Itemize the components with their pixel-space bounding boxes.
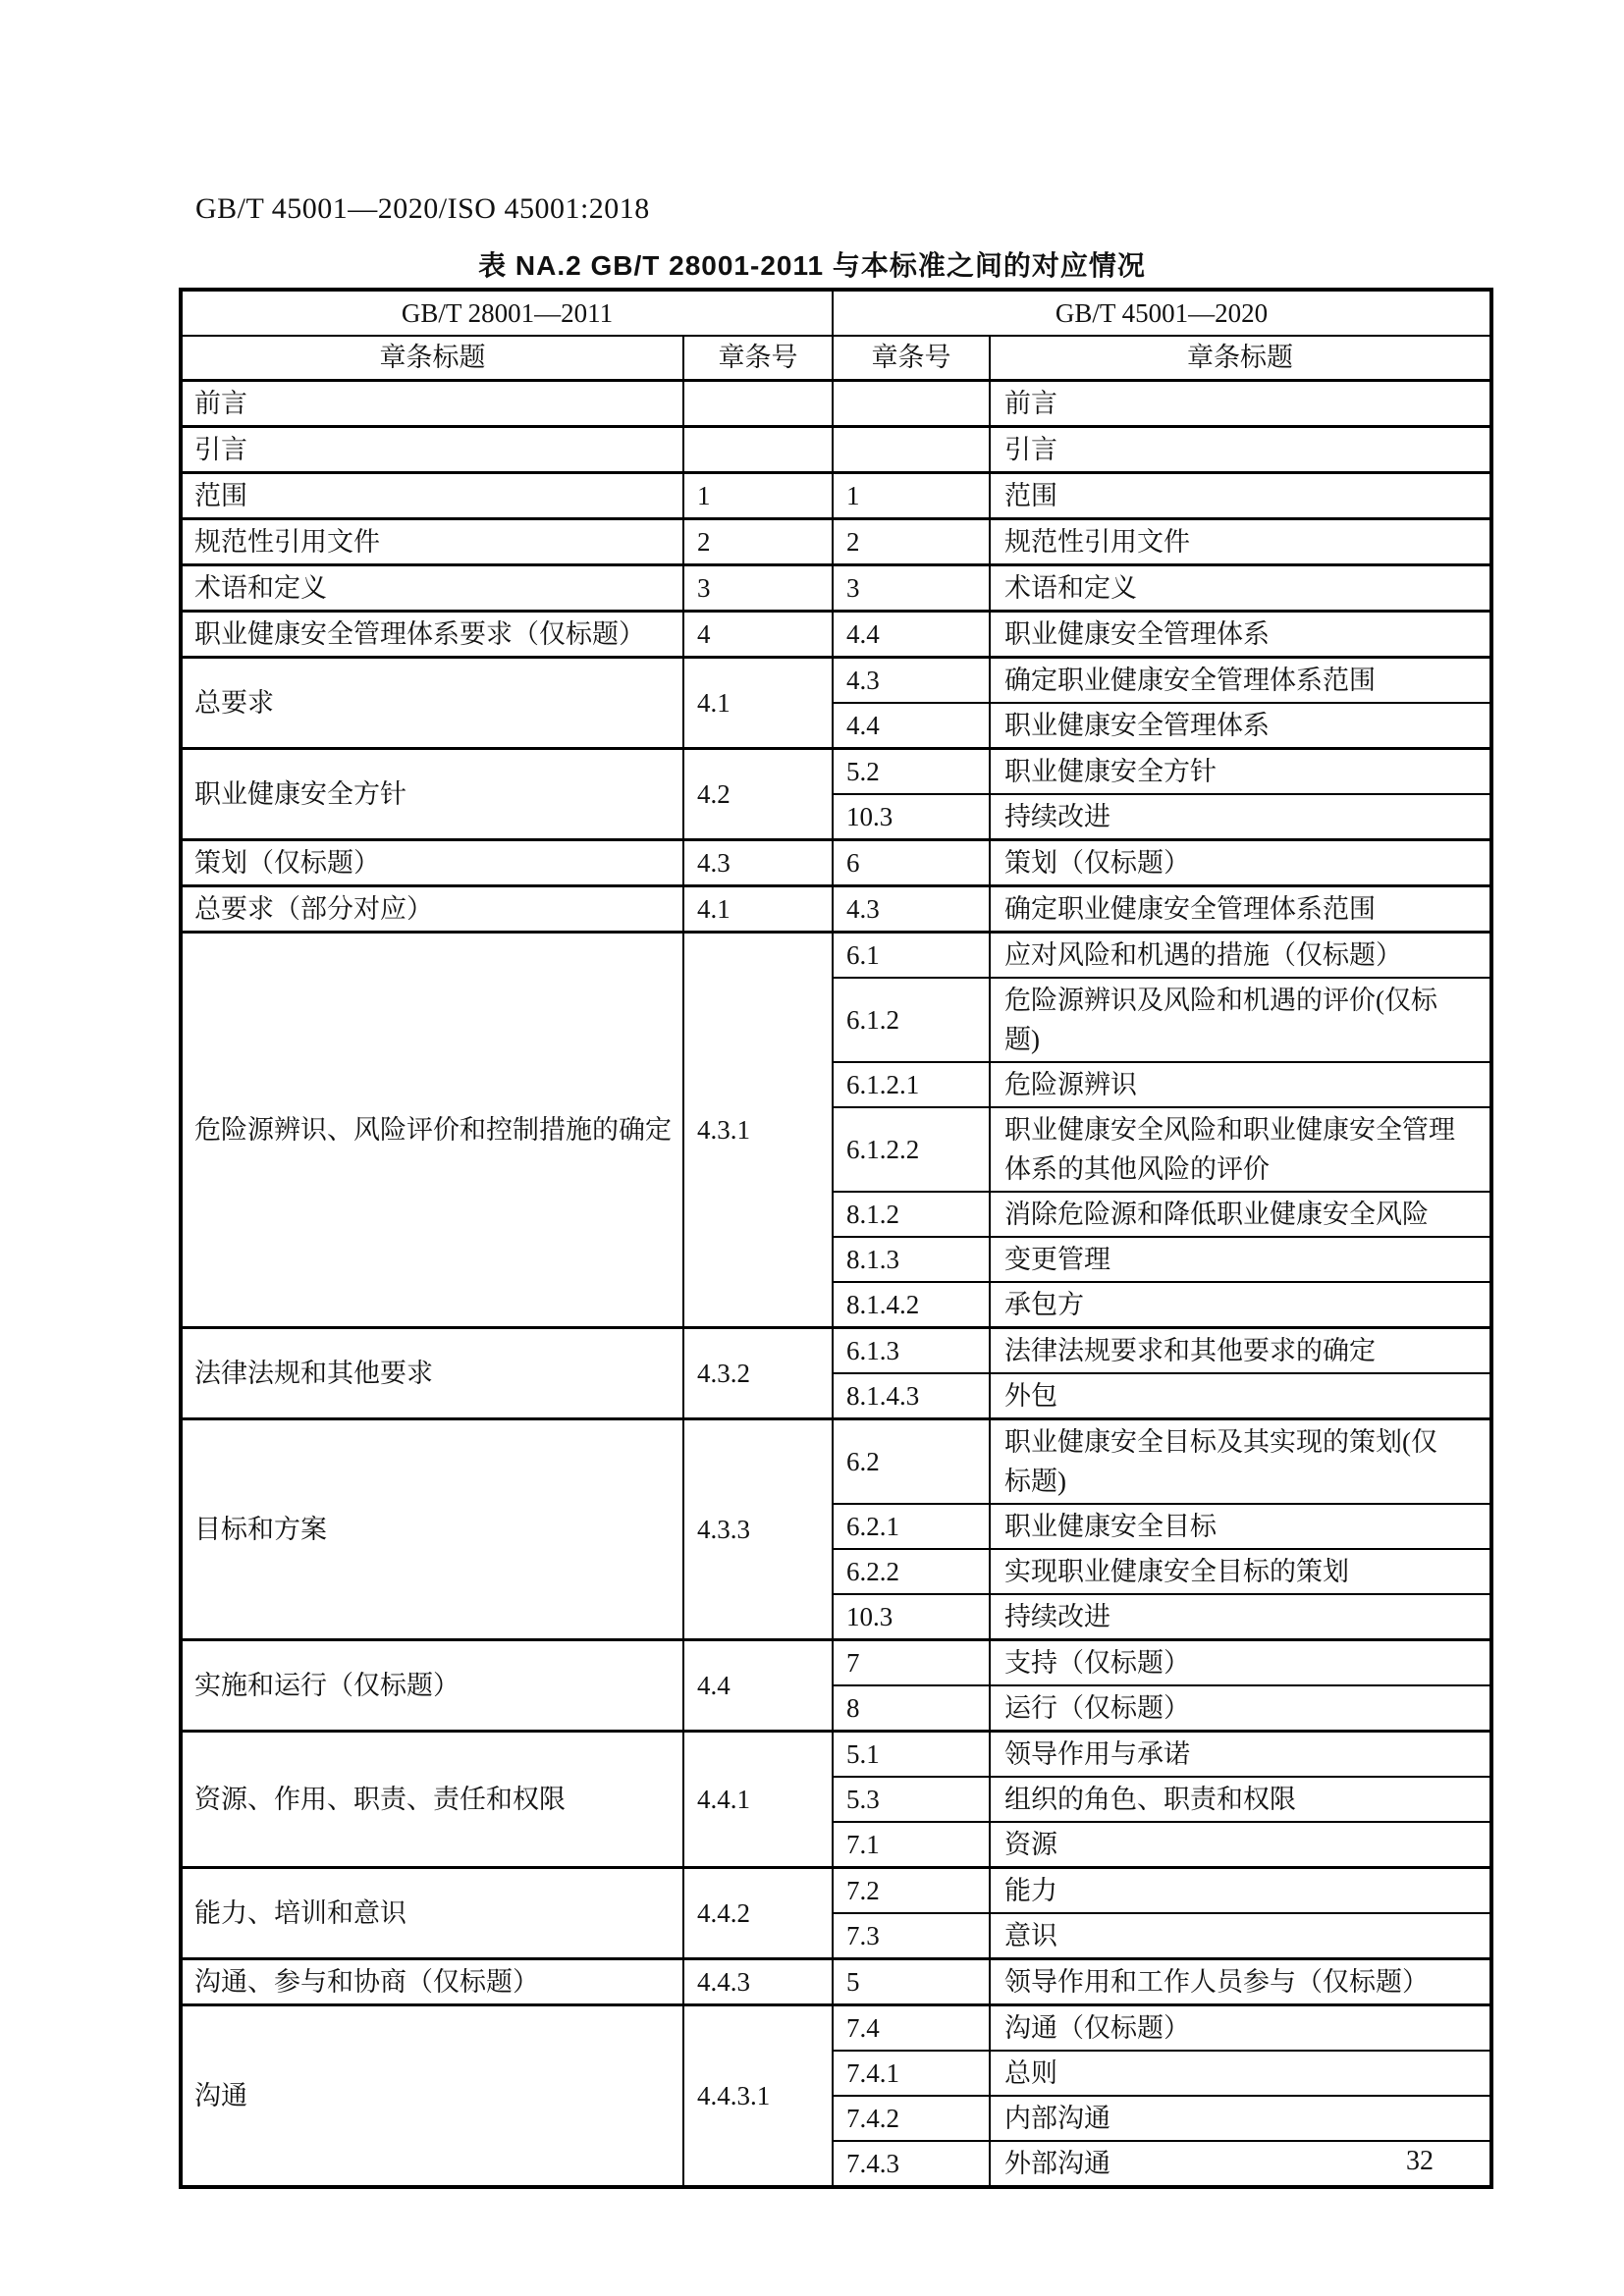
col-header-left-title: 章条标题 [181, 336, 683, 380]
table-title: 表 NA.2 GB/T 28001-2011 与本标准之间的对应情况 [478, 250, 1146, 281]
new-standard-title-cell: 组织的角色、职责和权限 [990, 1777, 1491, 1822]
old-standard-title-cell: 引言 [181, 426, 683, 472]
new-standard-clause-cell: 1 [833, 472, 990, 518]
new-standard-title-cell: 术语和定义 [990, 564, 1491, 611]
table-row [181, 380, 1491, 426]
new-standard-title-cell: 前言 [990, 380, 1491, 426]
old-standard-title-cell: 危险源辨识、风险评价和控制措施的确定 [181, 932, 683, 1327]
old-standard-clause-cell: 4.1 [683, 657, 833, 748]
old-standard-clause-cell: 4 [683, 611, 833, 657]
new-standard-clause-cell: 3 [833, 564, 990, 611]
table-row [181, 657, 1491, 703]
new-standard-clause-cell: 5.3 [833, 1777, 990, 1822]
col-header-right-title: 章条标题 [990, 336, 1491, 380]
new-standard-clause-cell: 6.2 [833, 1418, 990, 1504]
new-standard-clause-cell: 7.1 [833, 1822, 990, 1868]
new-standard-clause-cell: 4.3 [833, 885, 990, 932]
table-row [181, 1958, 1491, 2004]
table-row [181, 748, 1491, 794]
table-row [181, 1731, 1491, 1777]
new-standard-title-cell: 策划（仅标题） [990, 839, 1491, 885]
new-standard-title-cell: 内部沟通 [990, 2096, 1491, 2141]
new-standard-title-cell: 意识 [990, 1913, 1491, 1959]
new-standard-title-cell: 危险源辨识 [990, 1062, 1491, 1107]
old-standard-clause-cell: 4.2 [683, 748, 833, 839]
new-standard-title-cell: 法律法规要求和其他要求的确定 [990, 1327, 1491, 1373]
new-standard-title-cell: 变更管理 [990, 1237, 1491, 1282]
new-standard-clause-cell: 5.2 [833, 748, 990, 794]
new-standard-clause-cell: 6.2.1 [833, 1504, 990, 1549]
new-standard-title-cell: 职业健康安全风险和职业健康安全管理体系的其他风险的评价 [990, 1107, 1491, 1192]
old-standard-clause-cell: 1 [683, 472, 833, 518]
new-standard-title-cell: 引言 [990, 426, 1491, 472]
new-standard-title-cell: 支持（仅标题） [990, 1639, 1491, 1685]
old-standard-title-cell: 职业健康安全方针 [181, 748, 683, 839]
new-standard-title-cell: 职业健康安全管理体系 [990, 703, 1491, 749]
new-standard-title-cell: 沟通（仅标题） [990, 2004, 1491, 2051]
old-standard-clause-cell: 2 [683, 518, 833, 564]
new-standard-title-cell: 确定职业健康安全管理体系范围 [990, 657, 1491, 703]
table-row [181, 426, 1491, 472]
new-standard-title-cell: 总则 [990, 2051, 1491, 2096]
new-standard-clause-cell: 6.1.2 [833, 978, 990, 1062]
table-row [181, 885, 1491, 932]
new-standard-title-cell: 能力 [990, 1867, 1491, 1913]
table-row [181, 564, 1491, 611]
new-standard-clause-cell: 7.3 [833, 1913, 990, 1959]
new-standard-clause-cell [833, 380, 990, 426]
table-row [181, 1639, 1491, 1685]
table-body [181, 380, 1491, 2187]
old-standard-clause-cell: 4.3.1 [683, 932, 833, 1327]
new-standard-clause-cell: 7.4 [833, 2004, 990, 2051]
new-standard-title-cell: 承包方 [990, 1282, 1491, 1328]
table-row [181, 932, 1491, 978]
new-standard-title-cell: 职业健康安全目标 [990, 1504, 1491, 1549]
new-standard-clause-cell: 8.1.2 [833, 1192, 990, 1237]
old-standard-title-cell: 术语和定义 [181, 564, 683, 611]
old-standard-title-cell: 能力、培训和意识 [181, 1867, 683, 1958]
new-standard-title-cell: 职业健康安全方针 [990, 748, 1491, 794]
old-standard-clause-cell: 4.4.3 [683, 1958, 833, 2004]
old-standard-title-cell: 总要求 [181, 657, 683, 748]
old-standard-clause-cell: 4.4.3.1 [683, 2004, 833, 2187]
old-standard-clause-cell: 4.3.2 [683, 1327, 833, 1418]
column-header-row [181, 336, 1491, 380]
table-row [181, 839, 1491, 885]
table-row [181, 1867, 1491, 1913]
new-standard-clause-cell [833, 426, 990, 472]
standards-header-row [181, 290, 1491, 336]
old-standard-clause-cell: 4.4.1 [683, 1731, 833, 1867]
old-standard-clause-cell: 4.4.2 [683, 1867, 833, 1958]
new-standard-title-cell: 外包 [990, 1373, 1491, 1419]
old-standard-title-cell: 沟通 [181, 2004, 683, 2187]
new-standard-clause-cell: 7.4.3 [833, 2141, 990, 2187]
new-standard-title-cell: 范围 [990, 472, 1491, 518]
new-standard-title-cell: 消除危险源和降低职业健康安全风险 [990, 1192, 1491, 1237]
new-standard-clause-cell: 8 [833, 1685, 990, 1732]
old-standard-title-cell: 实施和运行（仅标题） [181, 1639, 683, 1731]
old-standard-title-cell: 法律法规和其他要求 [181, 1327, 683, 1418]
table-row [181, 472, 1491, 518]
new-standard-title-cell: 职业健康安全目标及其实现的策划(仅标题) [990, 1418, 1491, 1504]
new-standard-clause-cell: 6.1 [833, 932, 990, 978]
new-standard-clause-cell: 2 [833, 518, 990, 564]
new-standard-clause-cell: 7 [833, 1639, 990, 1685]
correspondence-table [179, 288, 1493, 2189]
new-standard-clause-cell: 7.4.2 [833, 2096, 990, 2141]
new-standard-clause-cell: 8.1.4.3 [833, 1373, 990, 1419]
new-standard-title-cell: 资源 [990, 1822, 1491, 1868]
new-standard-clause-cell: 6.1.2.2 [833, 1107, 990, 1192]
new-standard-title-cell: 规范性引用文件 [990, 518, 1491, 564]
new-standard-title-cell: 外部沟通 [990, 2141, 1491, 2187]
old-standard-title-cell: 资源、作用、职责、责任和权限 [181, 1731, 683, 1867]
new-standard-title-cell: 确定职业健康安全管理体系范围 [990, 885, 1491, 932]
old-standard-title-cell: 职业健康安全管理体系要求（仅标题） [181, 611, 683, 657]
document-code-header: GB/T 45001—2020/ISO 45001:2018 [195, 192, 650, 225]
new-standard-clause-cell: 4.4 [833, 611, 990, 657]
new-standard-clause-cell: 7.2 [833, 1867, 990, 1913]
new-standard-clause-cell: 5 [833, 1958, 990, 2004]
new-standard-title-cell: 持续改进 [990, 1594, 1491, 1640]
old-standard-clause-cell: 4.3 [683, 839, 833, 885]
standard-right-header: GB/T 45001—2020 [833, 290, 1491, 336]
col-header-right-clause: 章条号 [833, 336, 990, 380]
new-standard-title-cell: 危险源辨识及风险和机遇的评价(仅标题) [990, 978, 1491, 1062]
old-standard-clause-cell: 4.1 [683, 885, 833, 932]
old-standard-clause-cell: 4.4 [683, 1639, 833, 1731]
table-row [181, 2004, 1491, 2051]
new-standard-clause-cell: 6.1.3 [833, 1327, 990, 1373]
new-standard-title-cell: 实现职业健康安全目标的策划 [990, 1549, 1491, 1594]
old-standard-title-cell: 前言 [181, 380, 683, 426]
old-standard-clause-cell: 3 [683, 564, 833, 611]
table-row [181, 611, 1491, 657]
new-standard-clause-cell: 6.1.2.1 [833, 1062, 990, 1107]
new-standard-clause-cell: 7.4.1 [833, 2051, 990, 2096]
table-row [181, 518, 1491, 564]
old-standard-title-cell: 策划（仅标题） [181, 839, 683, 885]
new-standard-clause-cell: 10.3 [833, 794, 990, 840]
new-standard-title-cell: 运行（仅标题） [990, 1685, 1491, 1732]
old-standard-title-cell: 总要求（部分对应） [181, 885, 683, 932]
old-standard-title-cell: 沟通、参与和协商（仅标题） [181, 1958, 683, 2004]
col-header-left-clause: 章条号 [683, 336, 833, 380]
table-row [181, 1327, 1491, 1373]
old-standard-clause-cell: 4.3.3 [683, 1418, 833, 1639]
new-standard-title-cell: 职业健康安全管理体系 [990, 611, 1491, 657]
old-standard-title-cell: 目标和方案 [181, 1418, 683, 1639]
old-standard-clause-cell [683, 426, 833, 472]
new-standard-clause-cell: 8.1.4.2 [833, 1282, 990, 1328]
new-standard-clause-cell: 4.4 [833, 703, 990, 749]
new-standard-clause-cell: 4.3 [833, 657, 990, 703]
table-head [181, 290, 1491, 380]
new-standard-clause-cell: 8.1.3 [833, 1237, 990, 1282]
new-standard-clause-cell: 10.3 [833, 1594, 990, 1640]
old-standard-title-cell: 规范性引用文件 [181, 518, 683, 564]
new-standard-title-cell: 领导作用和工作人员参与（仅标题） [990, 1958, 1491, 2004]
old-standard-clause-cell [683, 380, 833, 426]
table-row [181, 1418, 1491, 1504]
standard-left-header: GB/T 28001—2011 [181, 290, 833, 336]
page-number: 32 [1406, 2146, 1434, 2176]
new-standard-clause-cell: 6.2.2 [833, 1549, 990, 1594]
new-standard-clause-cell: 6 [833, 839, 990, 885]
new-standard-title-cell: 应对风险和机遇的措施（仅标题） [990, 932, 1491, 978]
new-standard-title-cell: 领导作用与承诺 [990, 1731, 1491, 1777]
new-standard-title-cell: 持续改进 [990, 794, 1491, 840]
new-standard-clause-cell: 5.1 [833, 1731, 990, 1777]
old-standard-title-cell: 范围 [181, 472, 683, 518]
